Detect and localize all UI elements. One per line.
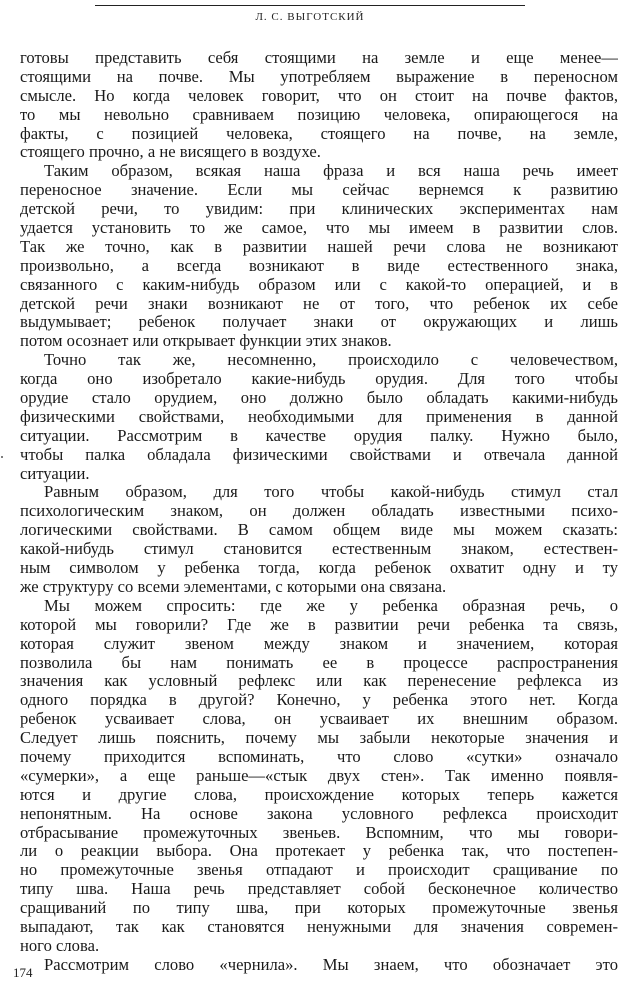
text-line: почему приходится вспоминать, что слово «сутки» означало xyxy=(20,747,618,766)
text-line: сращиваний по типу шва, при которых промежуточные звенья xyxy=(20,899,618,918)
text-line: отбрасывание промежуточных звеньев. Вспомним, что мы говори- xyxy=(20,823,618,842)
text-line: ситуации. xyxy=(20,464,90,483)
text-line: стоящими на почве. Мы употребляем выражение в переносном xyxy=(20,67,618,86)
text-line: позволила бы нам понимать ее в процессе распространения xyxy=(20,653,618,672)
text-line: значения как условный рефлекс или как перенесение рефлекса из xyxy=(20,672,618,691)
text-line: психологическим знаком, он должен обладать известными психо- xyxy=(20,502,618,521)
text-line: типу шва. Наша речь представляет собой бесконечное количество xyxy=(20,880,618,899)
text-line: удается установить то же самое, что мы имеем в развитии слов. xyxy=(20,219,618,238)
text-line: непонятным. На основе закона условного рефлекса происходит xyxy=(20,804,618,823)
text-line: выдумывает; ребенок получает знаки от окружающих и лишь xyxy=(20,313,618,332)
running-head: Л. С. ВЫГОТСКИЙ xyxy=(255,11,365,23)
page-number: 174 xyxy=(13,965,33,980)
text-line: Так же точно, как в развитии нашей речи слова не возникают xyxy=(20,237,618,256)
text-line: выпадают, так как становятся ненужными для значения современ- xyxy=(20,917,618,936)
text-line: ным символом у ребенка тогда, когда ребенок охватит одну и ту xyxy=(20,559,618,578)
text-line: Точно так же, несомненно, происходило с человечеством, xyxy=(44,351,618,370)
text-line: ли о реакции выбора. Она протекает у ребенка так, что постепен- xyxy=(20,842,618,861)
text-line: ются и другие слова, происхождение которых теперь кажется xyxy=(20,785,618,804)
text-line: ного слова. xyxy=(20,936,100,955)
text-line: Следует лишь пояснить, почему мы забыли некоторые значения и xyxy=(20,729,618,748)
text-line: смысле. Но когда человек говорит, что он стоит на почве фактов, xyxy=(20,86,618,105)
text-line: Таким образом, всякая наша фраза и вся наша речь имеет xyxy=(44,162,618,181)
margin-speck xyxy=(1,456,3,458)
text-line: которая служит звеном между знаком и значением, которая xyxy=(20,634,618,653)
text-line: какой-нибудь стимул становится естественным знаком, естествен- xyxy=(20,540,618,559)
text-line: орудие стало орудием, оно должно было обладать какими-нибудь xyxy=(20,389,618,408)
text-line: «сумерки», а еще раньше—«стык двух стен». Так именно появля- xyxy=(20,766,618,785)
text-line: произвольно, а всегда возникают в виде естественного знака, xyxy=(20,256,618,275)
text-line: ребенок усваивает слова, он усваивает их внешним образом. xyxy=(20,710,618,729)
text-line: когда оно изобретало какие-нибудь орудия. Для того чтобы xyxy=(20,370,618,389)
text-line: которой мы говорили? Где же в развитии речи ребенка та связь, xyxy=(20,615,618,634)
text-line: переносное значение. Если мы сейчас вернемся к развитию xyxy=(20,181,618,200)
text-line: стоящего прочно, а не висящего в воздухе. xyxy=(20,143,321,162)
text-line: потом осознает или открывает функции этих знаков. xyxy=(20,332,392,351)
text-line: связанного с каким-нибудь образом или с какой-то операцией, и в xyxy=(20,275,618,294)
header-rule xyxy=(95,5,525,6)
text-line: чтобы палка обладала физическими свойствами и отвечала данной xyxy=(20,445,618,464)
body-text xyxy=(20,49,618,975)
text-line: факты, с позицией человека, стоящего на почве, на земле, xyxy=(20,124,618,143)
text-line: же структуру со всеми элементами, с которыми она связана. xyxy=(20,577,447,596)
text-line: логическими свойствами. В самом общем виде мы можем сказать: xyxy=(20,521,618,540)
text-line: Рассмотрим слово «чернила». Мы знаем, что обозначает это xyxy=(44,955,618,974)
text-line: ситуации. Рассмотрим в качестве орудия палку. Нужно было, xyxy=(20,426,618,445)
text-line: одного порядка в другой? Конечно, у ребенка этого нет. Когда xyxy=(20,691,618,710)
text-line: Равным образом, для того чтобы какой-нибудь стимул стал xyxy=(44,483,618,502)
text-line: Мы можем спросить: где же у ребенка образная речь, о xyxy=(44,596,618,615)
text-line: то мы невольно сравниваем позицию человека, опирающегося на xyxy=(20,105,618,124)
text-line: физическими свойствами, необходимыми для применения в данной xyxy=(20,407,618,426)
text-line: детской речи, то увидим: при клинических экспериментах нам xyxy=(20,200,618,219)
text-line: детской речи знаки возникают не от того, что ребенок их себе xyxy=(20,294,618,313)
text-line: но промежуточные звенья отпадают и происходит сращивание по xyxy=(20,861,618,880)
text-line: готовы представить себя стоящими на земле и еще менее— xyxy=(20,49,618,67)
